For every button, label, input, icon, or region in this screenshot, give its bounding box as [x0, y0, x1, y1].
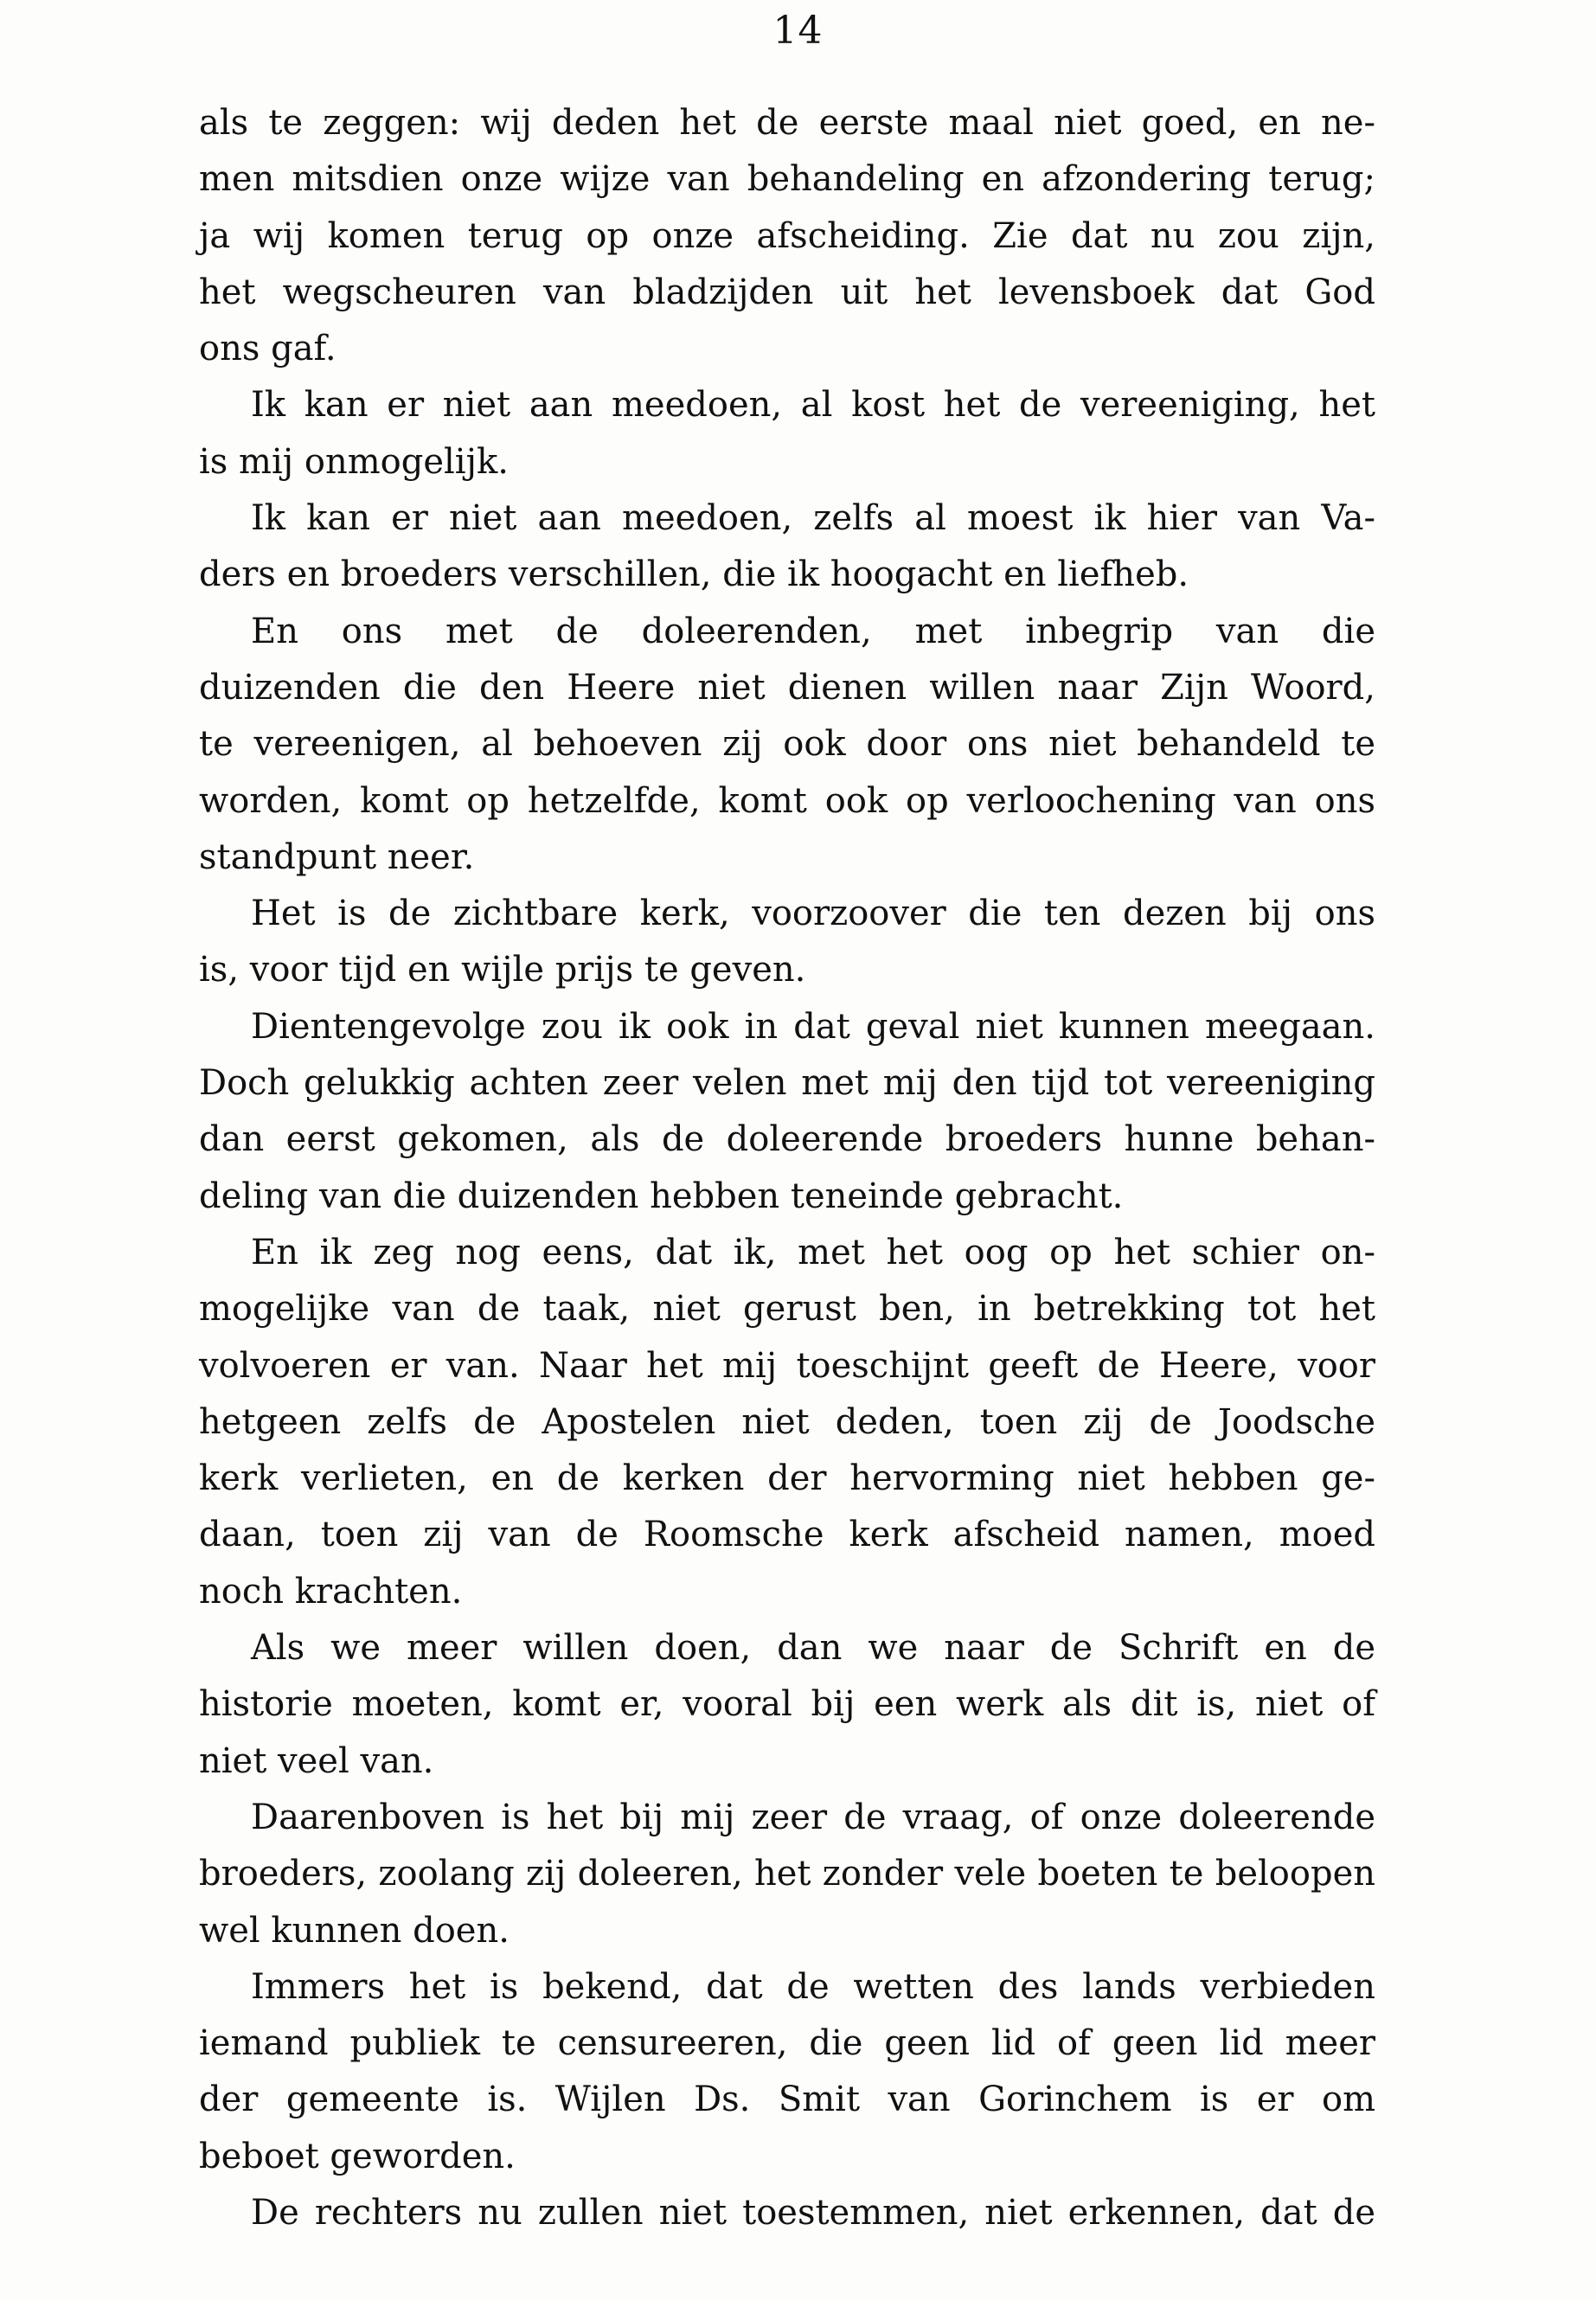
- text-line: beboet geworden.: [199, 2136, 516, 2176]
- text-line: En ons met de doleerenden, met inbegrip van die: [251, 611, 1375, 651]
- text-line: als te zeggen: wij deden het de eerste maal niet goed, en ne-: [199, 103, 1375, 143]
- text-line: duizenden die den Heere niet dienen willen naar Zijn Woord,: [199, 667, 1375, 708]
- text-line: Het is de zichtbare kerk, voorzoover die ten dezen bij ons: [251, 894, 1375, 934]
- text-line: Dientengevolge zou ik ook in dat geval niet kunnen meegaan.: [251, 1006, 1375, 1047]
- text-line: broeders, zoolang zij doleeren, het zonder vele boeten te beloopen: [199, 1854, 1375, 1894]
- text-line: men mitsdien onze wijze van behandeling en afzondering terug;: [199, 159, 1375, 200]
- text-line: wel kunnen doen.: [199, 1910, 510, 1951]
- text-line: Als we meer willen doen, dan we naar de Schrift en de: [251, 1628, 1375, 1669]
- text-line: dan eerst gekomen, als de doleerende broeders hunne behan-: [199, 1119, 1375, 1160]
- text-line: het wegscheuren van bladzijden uit het levensboek dat God: [199, 272, 1375, 312]
- text-line: Daarenboven is het bij mij zeer de vraag, of onze doleerende: [251, 1797, 1375, 1837]
- text-line: der gemeente is. Wijlen Ds. Smit van Gorinchem is er om: [199, 2080, 1375, 2120]
- text-line: hetgeen zelfs de Apostelen niet deden, toen zij de Joodsche: [199, 1401, 1375, 1442]
- text-line: Ik kan er niet aan meedoen, zelfs al moest ik hier van Va-: [251, 498, 1375, 539]
- text-line: ons gaf.: [199, 329, 337, 369]
- text-line: iemand publiek te censureeren, die geen lid of geen lid meer: [199, 2023, 1375, 2064]
- text-line: noch krachten.: [199, 1571, 463, 1612]
- text-line: Doch gelukkig achten zeer velen met mij den tijd tot vereeniging: [199, 1063, 1375, 1104]
- text-line: deling van die duizenden hebben teneinde gebracht.: [199, 1176, 1124, 1216]
- text-line: worden, komt op hetzelfde, komt ook op verloochening van ons: [199, 780, 1375, 821]
- text-line: mogelijke van de taak, niet gerust ben, in betrekking tot het: [199, 1289, 1375, 1330]
- text-line: kerk verlieten, en de kerken der hervorming niet hebben ge-: [199, 1458, 1375, 1499]
- text-line: niet veel van.: [199, 1740, 434, 1781]
- text-line: standpunt neer.: [199, 836, 475, 877]
- text-line: is mij onmogelijk.: [199, 441, 509, 482]
- text-line: Ik kan er niet aan meedoen, al kost het de vereeniging, het: [251, 385, 1375, 426]
- page-number: 14: [772, 9, 824, 53]
- text-line: ders en broeders verschillen, die ik hoogacht en liefheb.: [199, 554, 1189, 595]
- text-line: te vereenigen, al behoeven zij ook door ons niet behandeld te: [199, 724, 1375, 765]
- text-line: volvoeren er van. Naar het mij toeschijnt geeft de Heere, voor: [199, 1345, 1375, 1386]
- body-text: [199, 95, 1375, 2241]
- text-line: ja wij komen terug op onze afscheiding. Zie dat nu zou zijn,: [199, 215, 1375, 256]
- text-line: daan, toen zij van de Roomsche kerk afscheid namen, moed: [199, 1515, 1375, 1555]
- text-line: En ik zeg nog eens, dat ik, met het oog op het schier on-: [251, 1232, 1375, 1272]
- text-line: Immers het is bekend, dat de wetten des lands verbieden: [251, 1966, 1375, 2007]
- text-line: historie moeten, komt er, vooral bij een werk als dit is, niet of: [199, 1684, 1375, 1725]
- text-line: De rechters nu zullen niet toestemmen, niet erkennen, dat de: [251, 2192, 1375, 2233]
- text-line: is, voor tijd en wijle prijs te geven.: [199, 950, 806, 990]
